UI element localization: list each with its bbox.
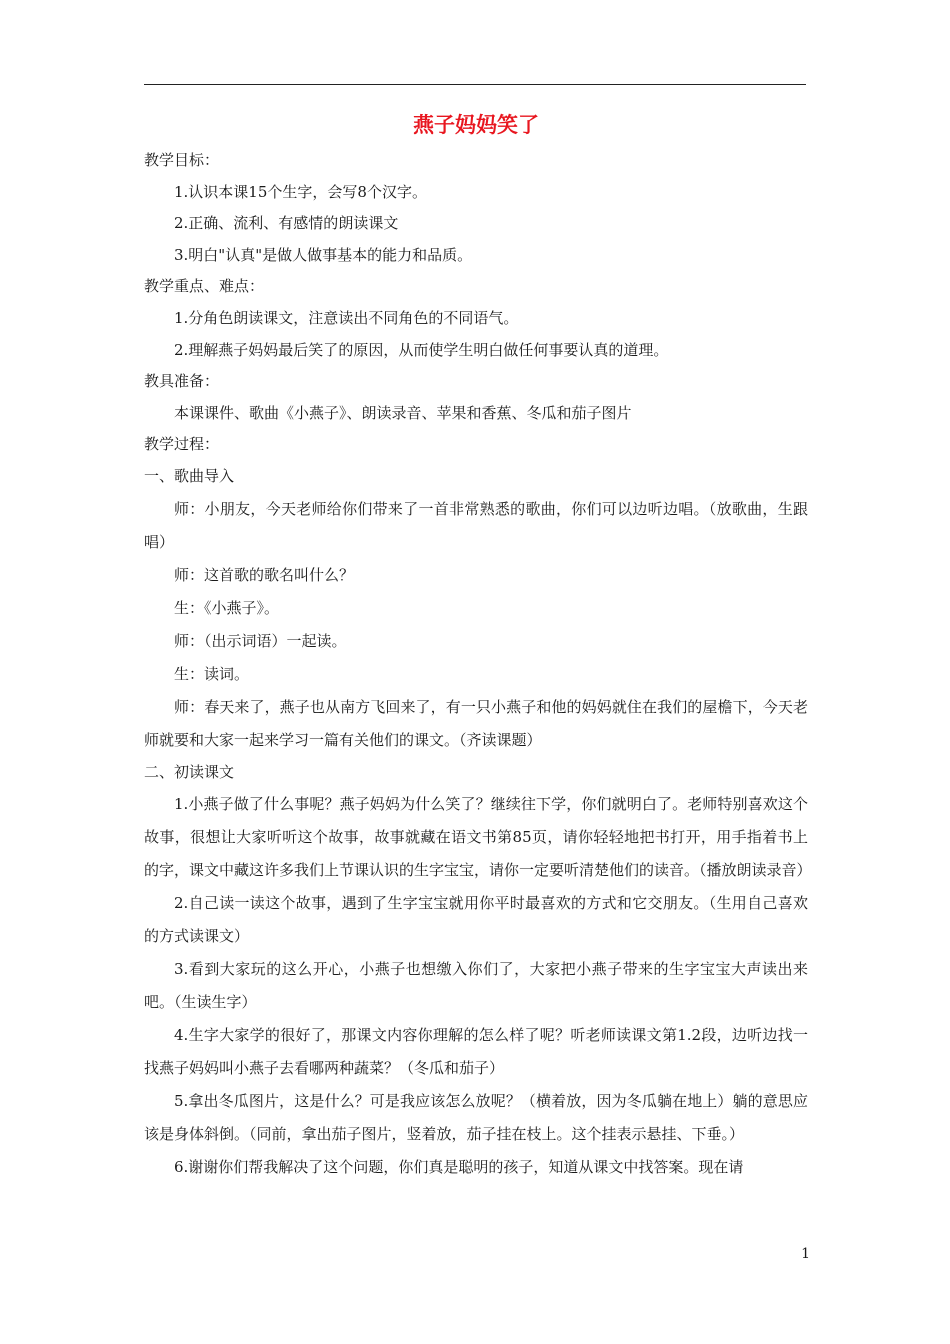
part1-heading: 一、歌曲导入 <box>144 466 235 485</box>
page-number: 1 <box>801 1246 810 1262</box>
header-rule <box>144 84 806 85</box>
materials-text: 本课课件、歌曲《小燕子》、朗读录音、苹果和香蕉、冬瓜和茄子图片 <box>174 403 632 422</box>
goal-item: 3.明白"认真"是做人做事基本的能力和品质。 <box>174 245 473 264</box>
document-body <box>144 108 812 1184</box>
dialogue-paragraph: 师：春天来了，燕子也从南方飞回来了，有一只小燕子和他的妈妈就住在我们的屋檐下，今天老师就要和大家一起来学习一篇有关他们的课文。（齐读课题） <box>144 697 808 749</box>
page-title: 燕子妈妈笑了 <box>413 113 539 137</box>
dialogue-paragraph: 师：小朋友，今天老师给你们带来了一首非常熟悉的歌曲，你们可以边听边唱。（放歌曲，生跟唱） <box>144 499 808 551</box>
dialogue-paragraph: 师：（出示词语）一起读。 <box>174 631 347 650</box>
step-paragraph: 6.谢谢你们帮我解决了这个问题，你们真是聪明的孩子，知道从课文中找答案。现在请 <box>174 1158 744 1177</box>
step-paragraph: 1.小燕子做了什么事呢？燕子妈妈为什么笑了？继续往下学，你们就明白了。老师特别喜欢这个故事，很想让大家听听这个故事，故事就藏在语文书第85页，请你轻轻地把书打开，用手指着书上的字，课文中藏这许多我们上节课认识的生字宝宝，请你一定要听清楚他们的读音。（播放朗读录音） <box>144 795 812 880</box>
key-point-item: 1.分角色朗读课文，注意读出不同角色的不同语气。 <box>174 308 519 327</box>
materials-heading: 教具准备： <box>144 372 220 391</box>
step-paragraph: 4.生字大家学的很好了，那课文内容你理解的怎么样了呢？听老师读课文第1.2段，边听边找一找燕子妈妈叫小燕子去看哪两种蔬菜？（冬瓜和茄子） <box>144 1026 808 1078</box>
step-paragraph: 3.看到大家玩的这么开心，小燕子也想缴入你们了，大家把小燕子带来的生字宝宝大声读出来吧。（生读生字） <box>144 960 808 1012</box>
dialogue-paragraph: 生：读词。 <box>174 664 250 683</box>
step-paragraph: 5.拿出冬瓜图片，这是什么？可是我应该怎么放呢？（横着放，因为冬瓜躺在地上）躺的意思应该是身体斜倒。（同前，拿出茄子图片，竖着放，茄子挂在枝上。这个挂表示悬挂、下垂。） <box>144 1092 808 1144</box>
key-points-heading: 教学重点、难点： <box>144 277 265 296</box>
part2-heading: 二、初读课文 <box>144 762 235 781</box>
goals-heading: 教学目标： <box>144 151 220 169</box>
dialogue-paragraph: 师：这首歌的歌名叫什么？ <box>174 565 355 584</box>
key-point-item: 2.理解燕子妈妈最后笑了的原因，从而使学生明白做任何事要认真的道理。 <box>174 340 669 359</box>
goal-item: 2.正确、流利、有感情的朗读课文 <box>174 214 399 233</box>
process-heading: 教学过程： <box>144 435 220 454</box>
goal-item: 1.认识本课15个生字，会写8个汉字。 <box>174 182 427 201</box>
dialogue-paragraph: 生：《小燕子》。 <box>174 598 280 617</box>
step-paragraph: 2.自己读一读这个故事，遇到了生字宝宝就用你平时最喜欢的方式和它交朋友。（生用自己喜欢的方式读课文） <box>144 894 808 946</box>
